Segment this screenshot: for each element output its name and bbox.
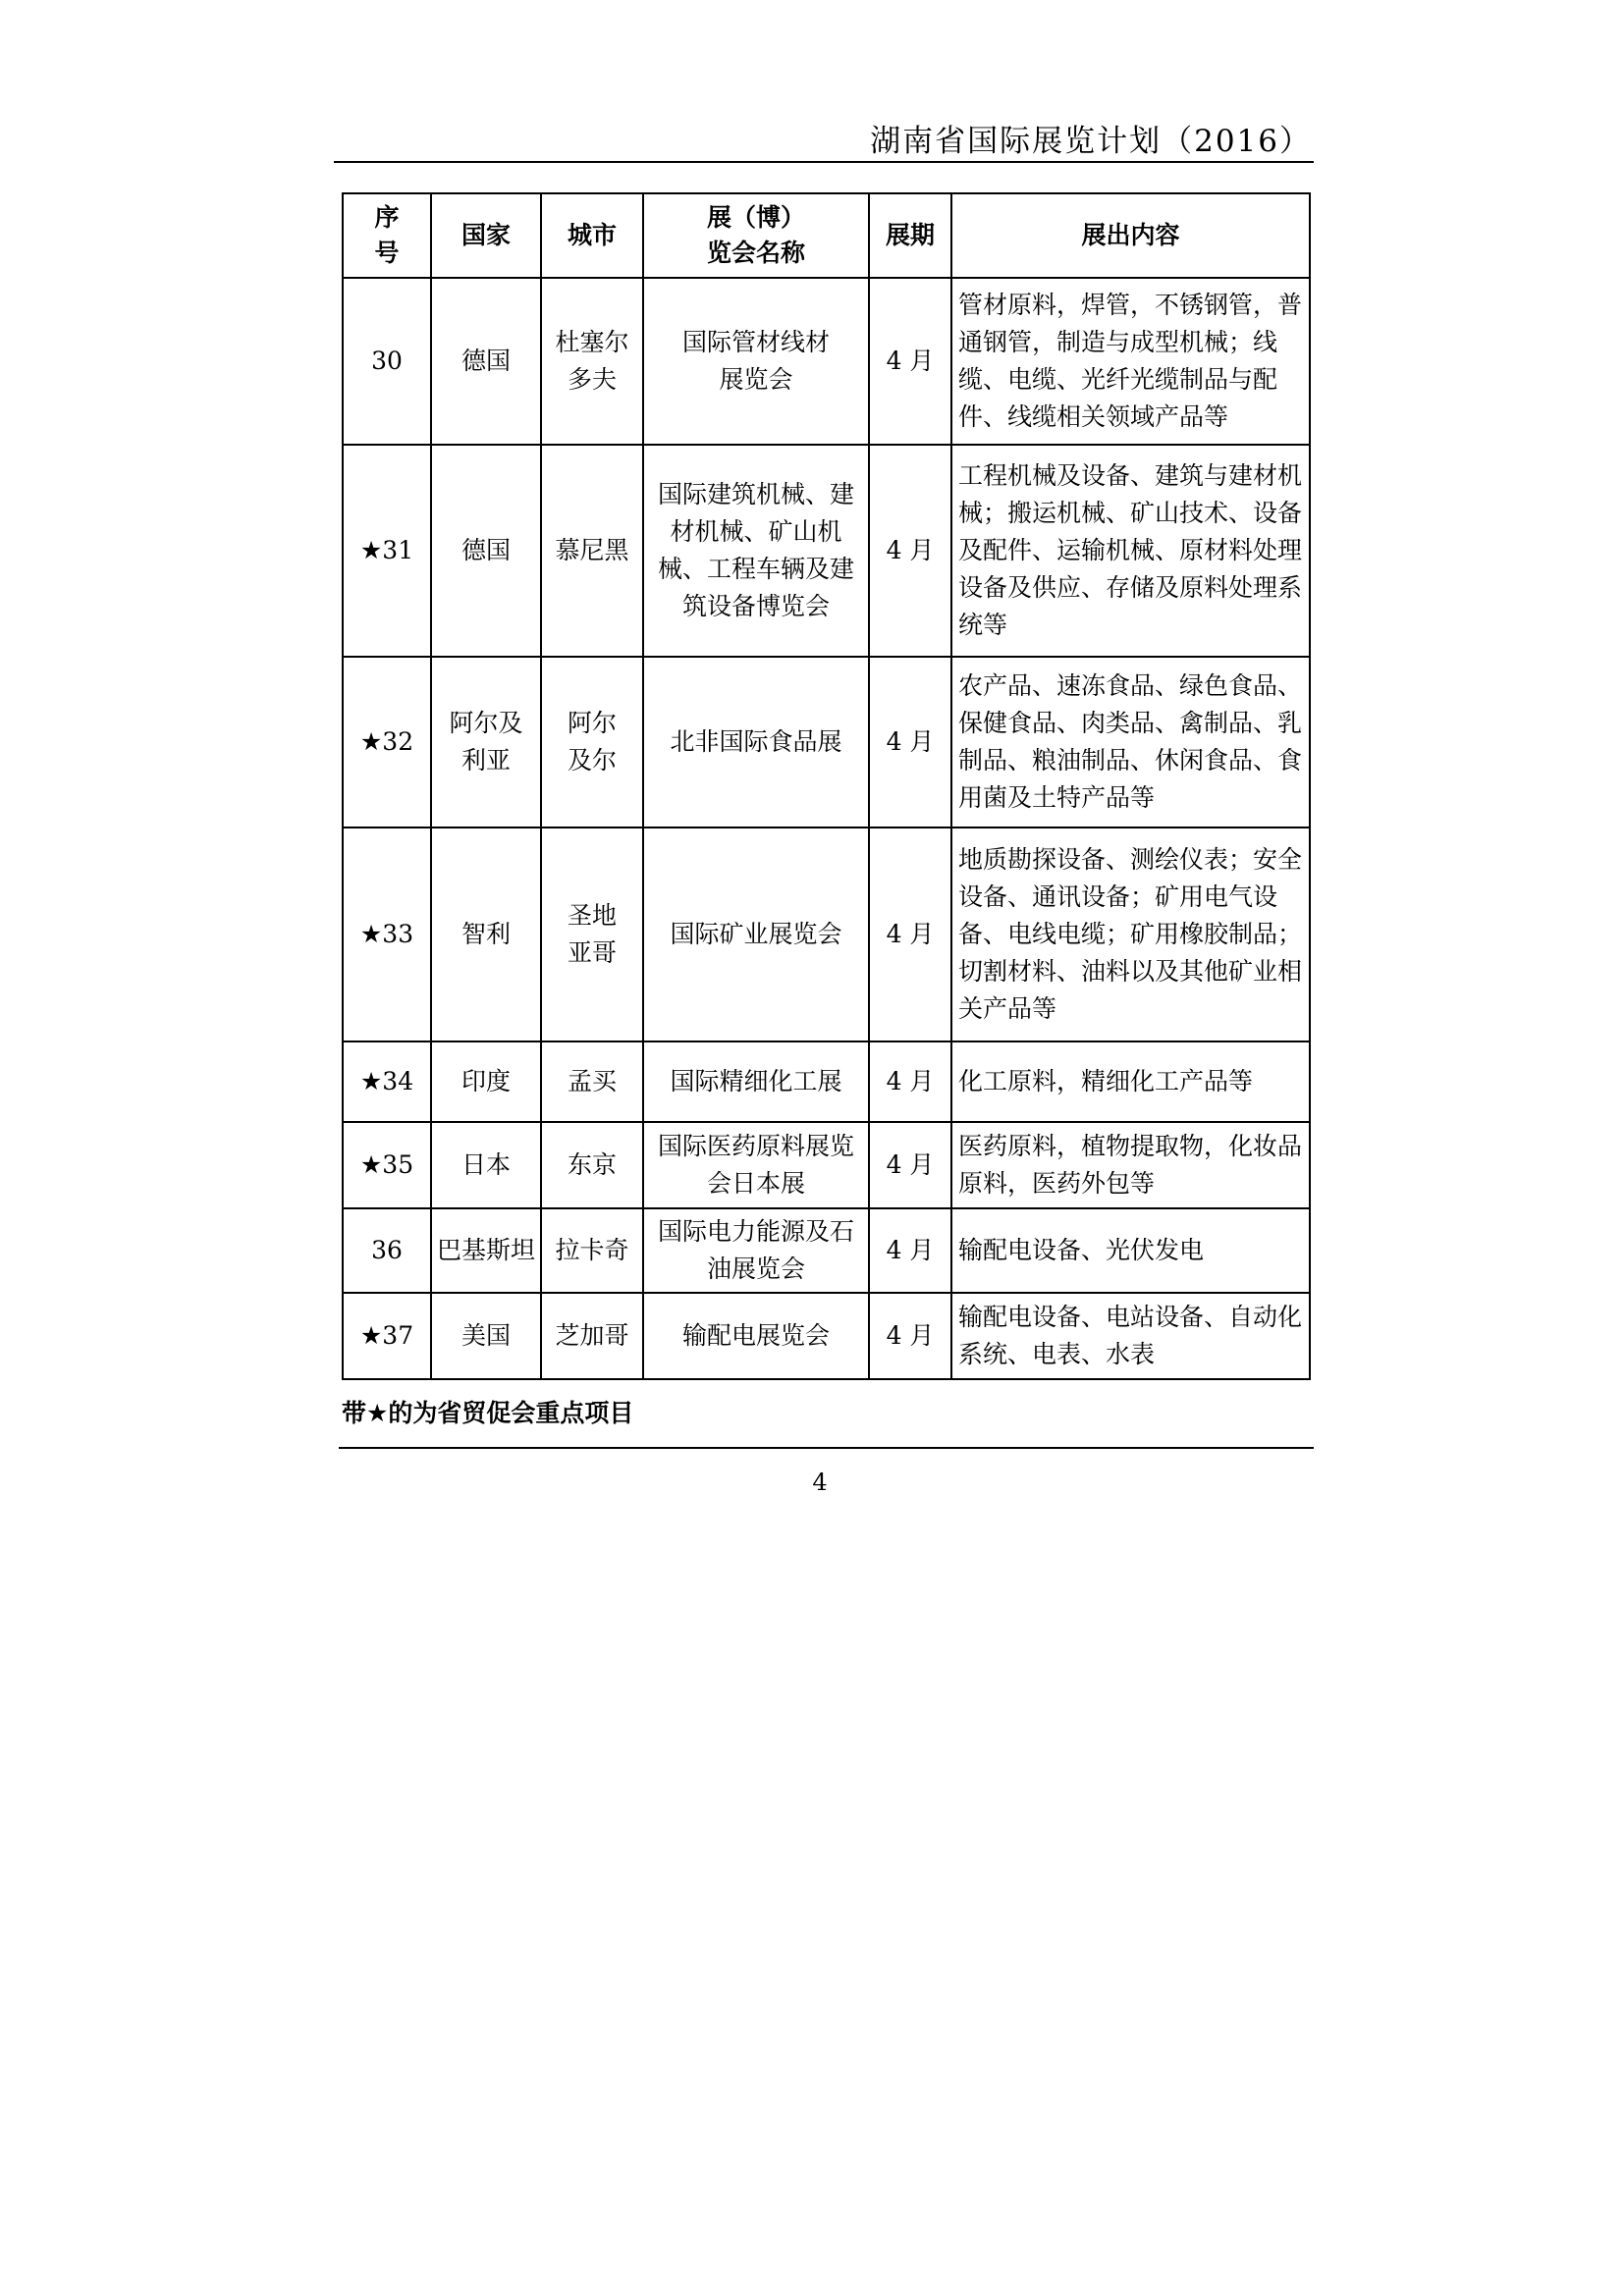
cell-content: 输配电设备、电站设备、自动化系统、电表、水表 — [951, 1293, 1310, 1379]
cell-country: 巴基斯坦 — [431, 1208, 541, 1293]
cell-content: 输配电设备、光伏发电 — [951, 1208, 1310, 1293]
col-header-no-line1: 序 — [374, 203, 400, 232]
cell-name: 国际精细化工展 — [643, 1041, 869, 1122]
cell-no: ★31 — [343, 445, 431, 657]
col-header-content: 展出内容 — [951, 193, 1310, 278]
cell-city-line2: 亚哥 — [567, 938, 617, 967]
col-header-name-line2: 览会名称 — [706, 239, 805, 267]
cell-city: 东京 — [541, 1122, 643, 1208]
cell-name: 输配电展览会 — [643, 1293, 869, 1379]
col-header-city: 城市 — [541, 193, 643, 278]
footer-divider — [339, 1447, 1314, 1449]
cell-period: 4 月 — [869, 1208, 951, 1293]
cell-period: 4 月 — [869, 828, 951, 1041]
cell-no: 36 — [343, 1208, 431, 1293]
cell-period: 4 月 — [869, 1122, 951, 1208]
cell-country: 印度 — [431, 1041, 541, 1122]
cell-content: 农产品、速冻食品、绿色食品、保健食品、肉类品、禽制品、乳制品、粮油制品、休闲食品、食用菌及土特产品等 — [951, 657, 1310, 828]
col-header-no-line2: 号 — [374, 239, 400, 267]
col-header-period: 展期 — [869, 193, 951, 278]
cell-period: 4 月 — [869, 445, 951, 657]
cell-country: 日本 — [431, 1122, 541, 1208]
cell-city-line2: 多夫 — [567, 365, 617, 394]
cell-no: ★35 — [343, 1122, 431, 1208]
cell-no: 30 — [343, 278, 431, 445]
cell-city — [541, 278, 643, 445]
col-header-name-line1: 展（博） — [706, 203, 805, 232]
table-row — [343, 1208, 1310, 1293]
page-header-title: 湖南省国际展览计划（2016） — [870, 124, 1312, 159]
cell-content: 医药原料，植物提取物，化妆品原料，医药外包等 — [951, 1122, 1310, 1208]
cell-name-line1: 国际管材线材 — [681, 328, 830, 356]
table-row — [343, 828, 1310, 1041]
cell-city: 孟买 — [541, 1041, 643, 1122]
table-row — [343, 278, 1310, 445]
cell-city-line2: 及尔 — [567, 746, 617, 774]
cell-city-line1: 圣地 — [567, 901, 617, 930]
cell-country-line1: 阿尔及 — [449, 709, 523, 737]
cell-city — [541, 828, 643, 1041]
cell-no: ★32 — [343, 657, 431, 828]
table-row — [343, 445, 1310, 657]
table-row — [343, 1122, 1310, 1208]
cell-name: 北非国际食品展 — [643, 657, 869, 828]
cell-no: ★33 — [343, 828, 431, 1041]
cell-no: ★37 — [343, 1293, 431, 1379]
cell-country: 德国 — [431, 278, 541, 445]
cell-period: 4 月 — [869, 1293, 951, 1379]
cell-city-line1: 阿尔 — [567, 709, 617, 737]
cell-name — [643, 278, 869, 445]
cell-name: 国际建筑机械、建材机械、矿山机械、工程车辆及建筑设备博览会 — [643, 445, 869, 657]
cell-content: 管材原料，焊管，不锈钢管，普通钢管，制造与成型机械；线缆、电缆、光纤光缆制品与配件、线缆相关领域产品等 — [951, 278, 1310, 445]
cell-content: 工程机械及设备、建筑与建材机械；搬运机械、矿山技术、设备及配件、运输机械、原材料处理设备及供应、存储及原料处理系统等 — [951, 445, 1310, 657]
cell-period: 4 月 — [869, 657, 951, 828]
cell-country: 美国 — [431, 1293, 541, 1379]
cell-name-line2: 展览会 — [719, 365, 793, 394]
table-row — [343, 1041, 1310, 1122]
cell-city-line1: 杜塞尔 — [555, 328, 629, 356]
cell-country: 德国 — [431, 445, 541, 657]
cell-no: ★34 — [343, 1041, 431, 1122]
exhibition-table — [342, 192, 1311, 1380]
col-header-name — [643, 193, 869, 278]
table-row — [343, 657, 1310, 828]
cell-city: 芝加哥 — [541, 1293, 643, 1379]
cell-country — [431, 657, 541, 828]
cell-city: 慕尼黑 — [541, 445, 643, 657]
cell-content: 化工原料，精细化工产品等 — [951, 1041, 1310, 1122]
table-row — [343, 1293, 1310, 1379]
cell-country-line2: 利亚 — [460, 746, 511, 774]
cell-name: 国际电力能源及石油展览会 — [643, 1208, 869, 1293]
cell-name: 国际医药原料展览会日本展 — [643, 1122, 869, 1208]
cell-name: 国际矿业展览会 — [643, 828, 869, 1041]
cell-period: 4 月 — [869, 278, 951, 445]
cell-country: 智利 — [431, 828, 541, 1041]
footnote: 带★的为省贸促会重点项目 — [342, 1399, 634, 1427]
col-header-no — [343, 193, 431, 278]
page-number: 4 — [812, 1468, 828, 1496]
cell-period: 4 月 — [869, 1041, 951, 1122]
header-divider — [334, 161, 1314, 163]
table-header-row — [343, 193, 1310, 278]
cell-content: 地质勘探设备、测绘仪表；安全设备、通讯设备；矿用电气设备、电线电缆；矿用橡胶制品；切割材料、油料以及其他矿业相关产品等 — [951, 828, 1310, 1041]
cell-city: 拉卡奇 — [541, 1208, 643, 1293]
col-header-country: 国家 — [431, 193, 541, 278]
cell-city — [541, 657, 643, 828]
